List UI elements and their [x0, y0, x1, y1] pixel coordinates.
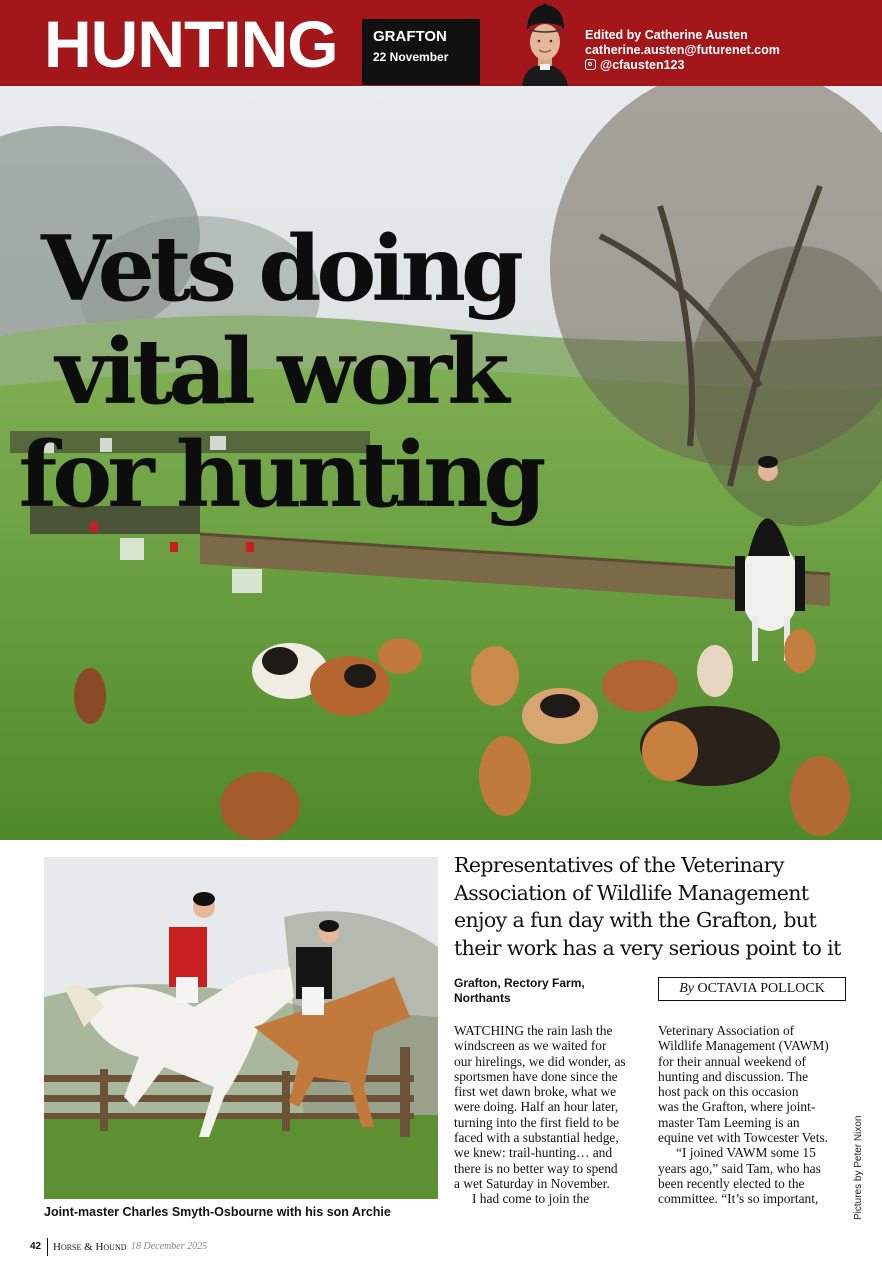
body-line: faced with a substantial hedge, — [454, 1130, 619, 1146]
section-title: HUNTING — [44, 7, 338, 81]
standfirst-line: enjoy a fun day with the Grafton, but — [454, 908, 817, 932]
standfirst-line: Association of Wildlife Management — [454, 880, 809, 905]
article-location — [454, 976, 634, 1006]
editor-photo — [514, 0, 574, 86]
body-line: a wet Saturday in November. — [454, 1175, 610, 1191]
location-line: Northants — [454, 991, 511, 1005]
body-line: sportsmen have done since the — [454, 1068, 618, 1084]
editor-email[interactable]: catherine.austen@futurenet.com — [585, 43, 780, 57]
standfirst-line: their work has a very serious point to it — [454, 935, 841, 960]
body-column-2 — [658, 1023, 854, 1207]
issue-date: 18 December 2025 — [131, 1241, 208, 1252]
body-line: there is no better way to spend — [454, 1160, 618, 1176]
body-line: master Tam Leeming is an — [658, 1114, 800, 1130]
standfirst-line: Representatives of the Veterinary — [454, 853, 784, 877]
headline — [0, 218, 560, 527]
page-number: 42 — [30, 1241, 42, 1252]
byline-name: OCTAVIA POLLOCK — [697, 981, 825, 996]
editor-social-handle: @cfausten123 — [600, 58, 685, 72]
standfirst — [454, 852, 854, 962]
byline-prefix: By — [679, 981, 694, 996]
body-line: committee. “It’s so important, — [658, 1191, 819, 1207]
inset-photo — [44, 857, 438, 1199]
hunt-info-box — [362, 19, 480, 85]
headline-line: vital work — [55, 319, 505, 425]
body-line: was the Grafton, where joint- — [658, 1099, 816, 1115]
body-column-1 — [454, 1023, 650, 1207]
body-line: were doing. Half an hour later, — [454, 1099, 619, 1115]
footer-divider — [47, 1238, 48, 1256]
body-line: Veterinary Association of — [658, 1023, 795, 1038]
body-line: hunting and discussion. The — [658, 1068, 809, 1084]
editor-line: Edited by Catherine Austen — [585, 28, 748, 42]
byline-box — [658, 977, 846, 1001]
headline-line: for hunting — [18, 422, 542, 528]
body-line: Wildlife Management (VAWM) — [658, 1038, 829, 1054]
body-line: “I joined VAWM some 15 — [676, 1145, 816, 1161]
editor-social[interactable] — [585, 58, 780, 73]
body-line: turning into the first field to be — [454, 1114, 620, 1130]
editor-credit — [585, 28, 780, 73]
magazine-name: Horse & Hound — [53, 1241, 127, 1253]
photo-credit-text: Pictures by Peter Nixon — [853, 1115, 864, 1220]
body-line: windscreen as we waited for — [454, 1038, 607, 1054]
hero-photo — [0, 86, 882, 840]
body-line: for their annual weekend of — [658, 1053, 806, 1069]
body-line: WATCHING the rain lash the — [454, 1023, 613, 1038]
body-line: we knew: trail-hunting… and — [454, 1145, 613, 1161]
location-line: Grafton, Rectory Farm, — [454, 976, 585, 990]
section-header-band — [0, 0, 882, 86]
hunt-date: 22 November — [373, 50, 449, 64]
headline-line: Vets doing — [41, 216, 519, 322]
instagram-icon — [585, 59, 596, 70]
body-line: years ago,” said Tam, who has — [658, 1160, 821, 1176]
photo-credit — [853, 1100, 865, 1220]
body-line: first wet dawn broke, what we — [454, 1084, 617, 1100]
riders-jumping-scene — [44, 857, 438, 1199]
body-line: our hirelings, we did wonder, as — [454, 1053, 626, 1069]
body-line: equine vet with Towcester Vets. — [658, 1130, 829, 1146]
hunt-name: GRAFTON — [373, 28, 447, 45]
body-line: been recently elected to the — [658, 1175, 805, 1191]
body-line: I had come to join the — [472, 1191, 590, 1207]
photo-caption: Joint-master Charles Smyth-Osbourne with his son Archie — [44, 1205, 391, 1219]
body-line: host pack on this occasion — [658, 1084, 799, 1100]
